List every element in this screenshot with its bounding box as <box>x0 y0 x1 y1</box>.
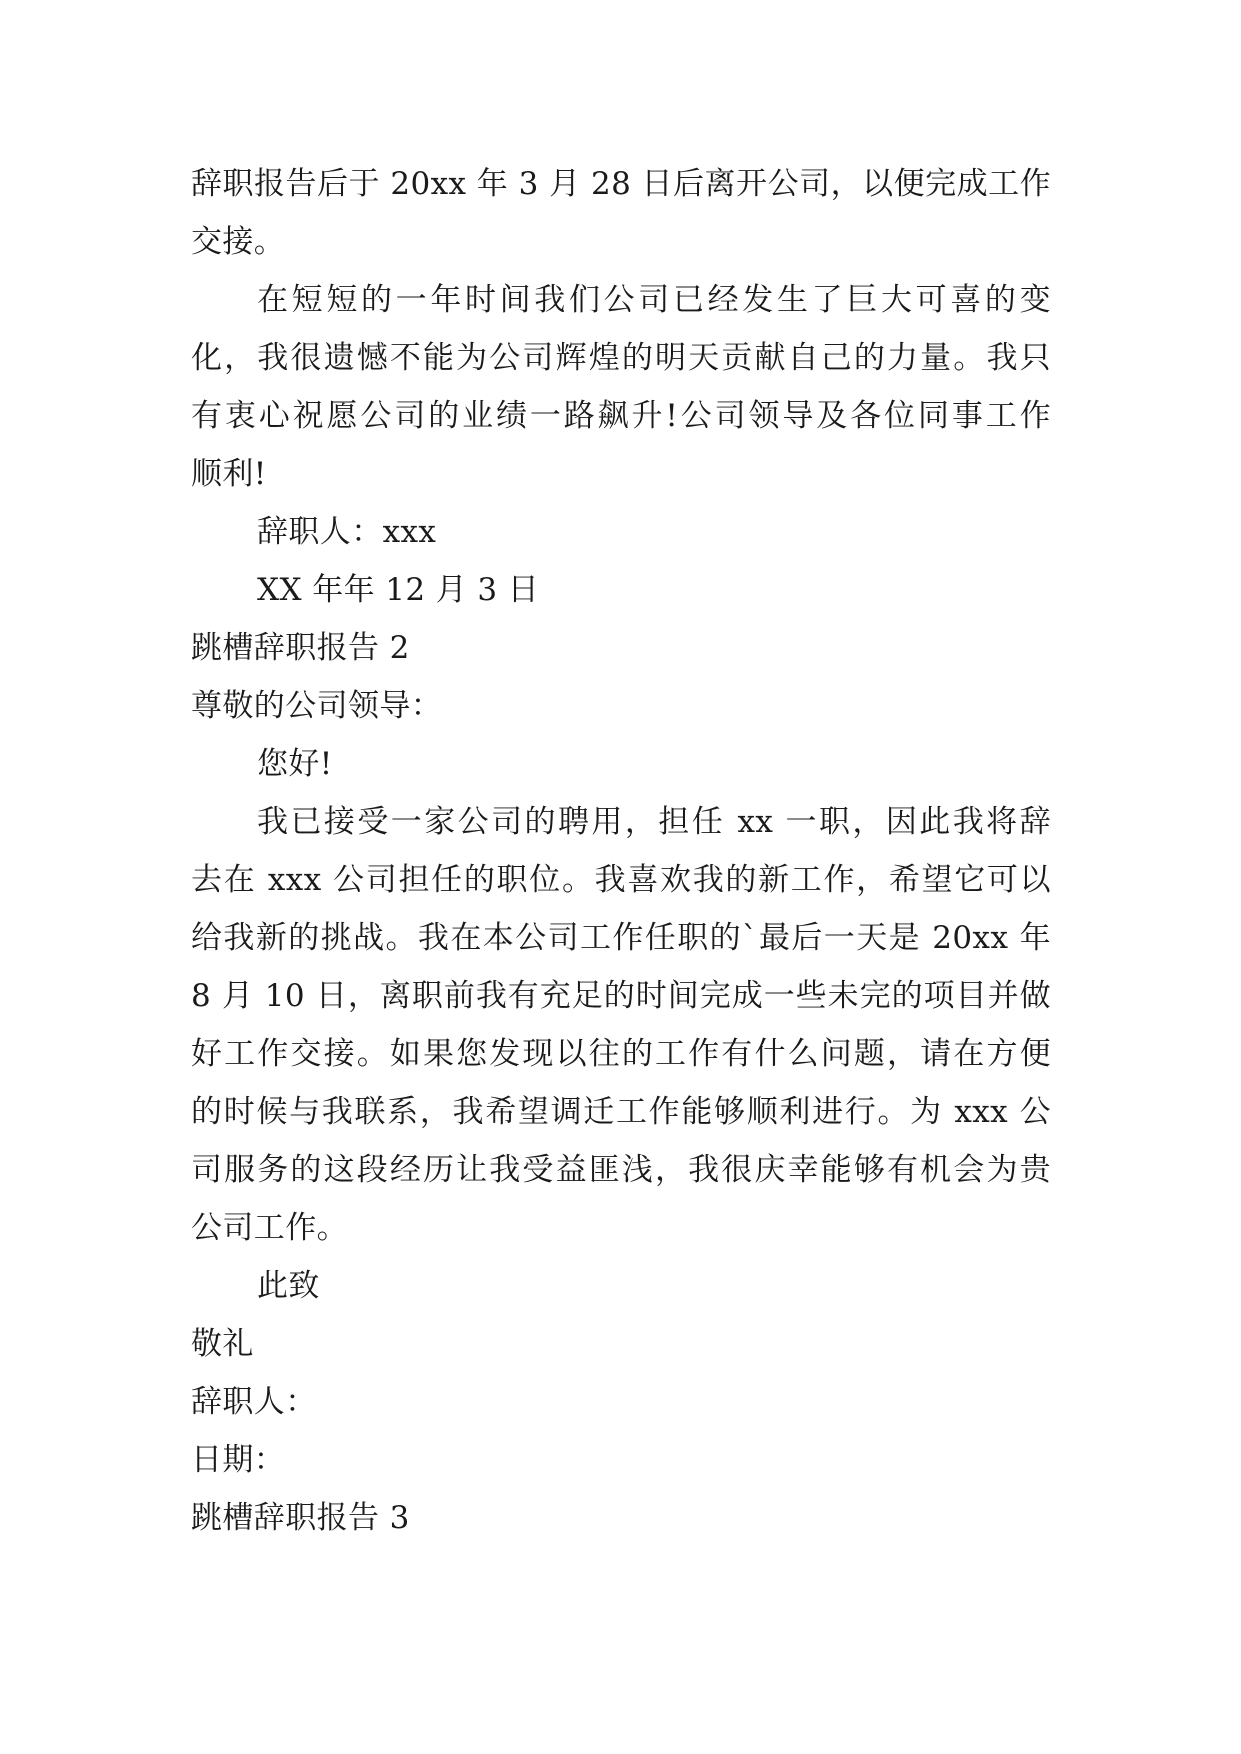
text-line: 交接。 <box>191 224 286 260</box>
text-line: 公司工作。 <box>191 1210 348 1246</box>
text-line: 辞职人：xxx <box>257 514 437 550</box>
text-line: 尊敬的公司领导： <box>191 688 443 724</box>
text-line: 敬礼 <box>191 1326 254 1362</box>
text-line: 好工作交接。如果您发现以往的工作有什么问题，请在方便 <box>191 1036 1051 1072</box>
text-line: 在短短的一年时间我们公司已经发生了巨大可喜的变 <box>257 282 1051 318</box>
text-line: 去在 xxx 公司担任的职位。我喜欢我的新工作，希望它可以 <box>191 862 1051 898</box>
text-line: 辞职人： <box>191 1384 317 1420</box>
text-line: 化，我很遗憾不能为公司辉煌的明天贡献自己的力量。我只 <box>191 340 1051 376</box>
text-line: 给我新的挑战。我在本公司工作任职的`最后一天是 20xx 年 <box>191 920 1051 956</box>
text-line: 的时候与我联系，我希望调迁工作能够顺利进行。为 xxx 公 <box>191 1094 1051 1130</box>
text-line: 跳槽辞职报告 2 <box>191 630 410 666</box>
text-line: 顺利! <box>191 456 267 492</box>
document-body <box>191 155 1051 1547</box>
text-line: 此致 <box>257 1268 320 1304</box>
text-line: 跳槽辞职报告 3 <box>191 1500 410 1536</box>
text-line: 8 月 10 日，离职前我有充足的时间完成一些未完的项目并做 <box>191 978 1051 1014</box>
text-line: 司服务的这段经历让我受益匪浅，我很庆幸能够有机会为贵 <box>191 1152 1051 1188</box>
text-line: 我已接受一家公司的聘用，担任 xx 一职，因此我将辞 <box>257 804 1051 840</box>
text-line: 有衷心祝愿公司的业绩一路飙升!公司领导及各位同事工作 <box>191 398 1051 434</box>
text-line: 您好! <box>257 746 333 782</box>
text-line: 日期： <box>191 1442 286 1478</box>
text-line: XX 年年 12 月 3 日 <box>257 572 540 608</box>
text-line: 辞职报告后于 20xx 年 3 月 28 日后离开公司，以便完成工作 <box>191 166 1051 202</box>
